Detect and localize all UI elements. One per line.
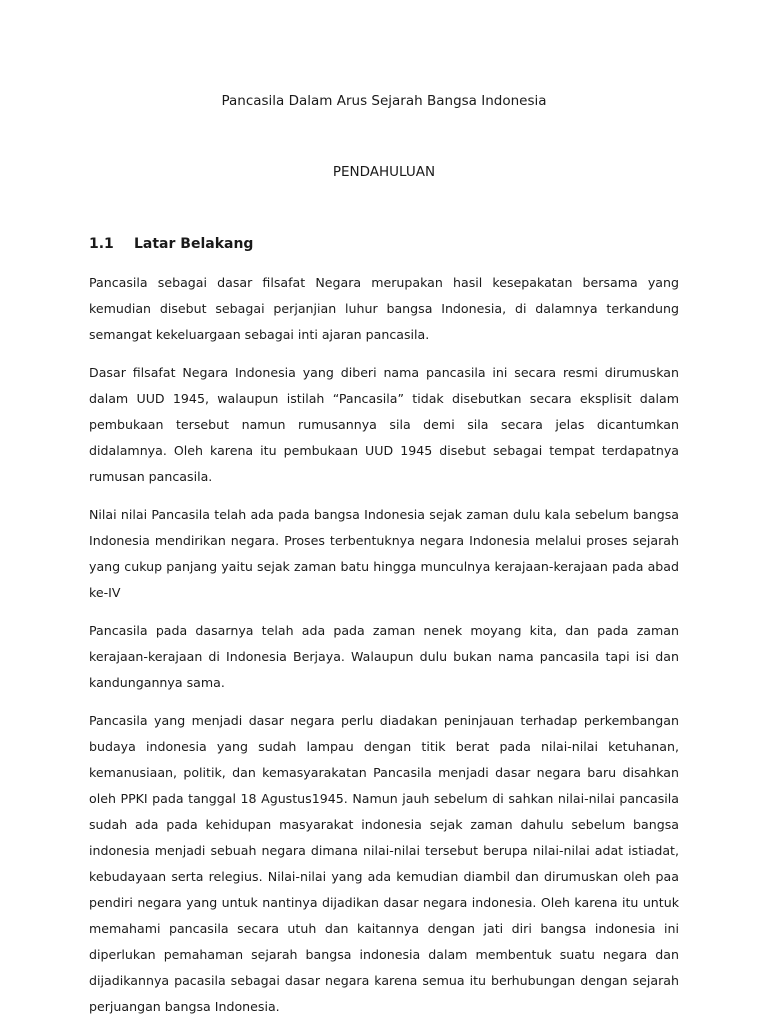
section-title: Latar Belakang: [134, 236, 254, 252]
paragraph: Pancasila pada dasarnya telah ada pada zaman nenek moyang kita, dan pada zaman kerajaan-kerajaan di Indonesia Berjaya. Walaupun dulu bukan nama pancasila tapi isi dan kandungannya sama.: [89, 623, 679, 690]
paragraph: Dasar filsafat Negara Indonesia yang diberi nama pancasila ini secara resmi dirumuskan dalam UUD 1945, walaupun istilah “Pancasila” tidak disebutkan secara eksplisit dalam pembukaan tersebut namun rumusannya sila demi sila secara jelas dicantumkan didalamnya. Oleh karena itu pembukaan UUD 1945 disebut sebagai tempat terdapatnya rumusan pancasila.: [89, 365, 679, 484]
paragraph: Pancasila yang menjadi dasar negara perlu diadakan peninjauan terhadap perkembangan budaya indonesia yang sudah lampau dengan titik berat pada nilai-nilai ketuhanan, kemanusiaan, politik, dan kemasyarakatan Pancasila menjadi dasar negara baru disahkan oleh PPKI pada tanggal 18 Agustus1945. Namun jauh sebelum di sahkan nilai-nilai pancasila sudah ada pada kehidupan masyarakat indonesia sejak zaman dahulu sebelum bangsa indonesia menjadi sebuah negara dimana nilai-nilai tersebut berupa nilai-nilai adat istiadat, kebudayaan serta relegius. Nilai-nilai yang ada kemudian diambil dan dirumuskan oleh paa pendiri negara yang untuk nantinya dijadikan dasar negara indonesia. Oleh karena itu untuk memahami pancasila secara utuh dan kaitannya dengan jati diri bangsa indonesia ini diperlukan pemahaman sejarah bangsa indonesia dalam membentuk suatu negara dan dijadikannya pacasila sebagai dasar negara karena semua itu berhubungan dengan sejarah perjuangan bangsa Indonesia.: [89, 713, 679, 1014]
section-number: 1.1: [89, 236, 114, 252]
paragraph: Pancasila sebagai dasar filsafat Negara merupakan hasil kesepakatan bersama yang kemudian disebut sebagai perjanjian luhur bangsa Indonesia, di dalamnya terkandung semangat kekeluargaan sebagai inti ajaran pancasila.: [89, 275, 679, 342]
section-heading: [89, 236, 253, 252]
document-body: [89, 270, 679, 1032]
document-title: Pancasila Dalam Arus Sejarah Bangsa Indonesia: [221, 93, 547, 109]
paragraph: Nilai nilai Pancasila telah ada pada bangsa Indonesia sejak zaman dulu kala sebelum bangsa Indonesia mendirikan negara. Proses terbentuknya negara Indonesia melalui proses sejarah yang cukup panjang yaitu sejak zaman batu hingga munculnya kerajaan-kerajaan pada abad ke-IV: [89, 507, 679, 600]
chapter-heading: PENDAHULUAN: [332, 164, 436, 180]
